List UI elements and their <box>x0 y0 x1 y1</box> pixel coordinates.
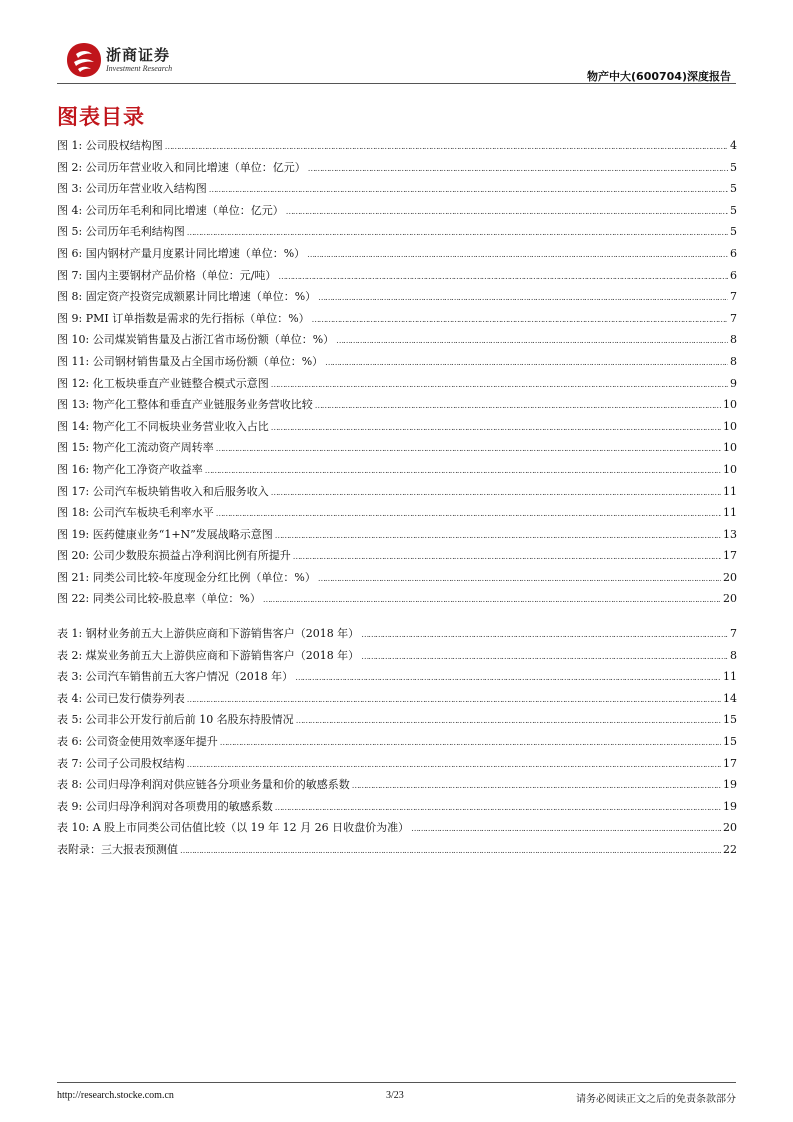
toc-leader-dots <box>308 157 728 180</box>
toc-leader-dots <box>271 416 721 439</box>
toc-entry-page: 20 <box>723 570 737 584</box>
toc-entry[interactable] <box>57 623 737 645</box>
toc-leader-dots <box>325 351 728 374</box>
toc-entry-label: 图 9: PMI 订单指数是需求的先行指标（单位：%） <box>57 311 310 325</box>
toc-leader-dots <box>293 545 721 568</box>
toc-entry-label: 图 5: 公司历年毛利结构图 <box>57 225 185 239</box>
toc-entry[interactable] <box>57 502 737 524</box>
toc-entry-label: 表 9: 公司归母净利润对各项费用的敏感系数 <box>57 799 273 813</box>
toc-entry-label: 图 1: 公司股权结构图 <box>57 139 163 152</box>
toc-entry-page: 7 <box>730 290 737 304</box>
toc-entry-label: 图 21: 同类公司比较-年度现金分红比例（单位：%） <box>57 570 316 584</box>
toc-entry-label: 图 15: 物产化工流动资产周转率 <box>57 441 214 455</box>
toc-leader-dots <box>336 329 728 352</box>
toc-entry-page: 15 <box>723 713 737 727</box>
toc-entry-label: 表 6: 公司资金使用效率逐年提升 <box>57 734 218 748</box>
toc-entry-page: 7 <box>730 311 737 325</box>
toc-entry-page: 4 <box>730 139 737 152</box>
toc-entry[interactable] <box>57 666 737 688</box>
toc-entry[interactable] <box>57 567 737 589</box>
toc-entry-page: 5 <box>730 160 737 174</box>
toc-entry-page: 8 <box>730 354 737 368</box>
toc-entry-label: 图 14: 物产化工不同板块业务营业收入占比 <box>57 419 269 433</box>
toc-entry[interactable] <box>57 753 737 775</box>
toc-leader-dots <box>361 623 728 646</box>
toc-entry-page: 8 <box>730 648 737 662</box>
toc-entry-label: 图 22: 同类公司比较-股息率（单位：%） <box>57 592 261 606</box>
toc-entry[interactable] <box>57 200 737 222</box>
toc-leader-dots <box>361 645 728 668</box>
toc-entry-page: 19 <box>723 778 737 792</box>
toc-entry-label: 表 10: A 股上市同类公司估值比较（以 19 年 12 月 26 日收盘价为准） <box>57 821 410 835</box>
toc-entry[interactable] <box>57 308 737 330</box>
toc-leader-dots <box>187 753 721 776</box>
toc-entry[interactable] <box>57 731 737 753</box>
brand-name-cn: 浙商证券 <box>106 46 171 64</box>
toc-entry-label: 表 3: 公司汽车销售前五大客户情况（2018 年） <box>57 670 294 684</box>
toc-entry-label: 图 18: 公司汽车板块毛利率水平 <box>57 506 214 520</box>
toc-leader-dots <box>278 265 728 288</box>
toc-leader-dots <box>275 796 721 819</box>
toc-entry-label: 图 4: 公司历年毛利和同比增速（单位：亿元） <box>57 203 284 217</box>
toc-entry-page: 10 <box>723 441 737 455</box>
figure-list <box>57 135 737 610</box>
toc-entry[interactable] <box>57 416 737 438</box>
toc-entry-label: 图 17: 公司汽车板块销售收入和后服务收入 <box>57 484 269 498</box>
toc-entry-page: 11 <box>723 506 737 520</box>
toc-leader-dots <box>180 839 721 862</box>
toc-entry[interactable] <box>57 351 737 373</box>
toc-leader-dots <box>187 688 721 711</box>
toc-entry[interactable] <box>57 221 737 243</box>
toc-entry-page: 15 <box>723 734 737 748</box>
toc-entry-page: 20 <box>723 592 737 606</box>
toc-entry[interactable] <box>57 178 737 200</box>
toc-entry-label: 表 8: 公司归母净利润对供应链各分项业务量和价的敏感系数 <box>57 778 350 792</box>
toc-entry-page: 10 <box>723 398 737 412</box>
toc-entry-label: 图 20: 公司少数股东损益占净利润比例有所提升 <box>57 549 291 563</box>
toc-entry-label: 图 10: 公司煤炭销售量及占浙江省市场份额（单位：%） <box>57 333 335 347</box>
report-title: 物产中大(600704)深度报告 <box>587 70 731 83</box>
toc-leader-dots <box>275 524 721 547</box>
toc-leader-dots <box>286 200 728 223</box>
header-divider <box>57 83 736 84</box>
toc-entry[interactable] <box>57 481 737 503</box>
toc-entry-page: 6 <box>730 246 737 260</box>
toc-entry[interactable] <box>57 329 737 351</box>
toc-entry[interactable] <box>57 394 737 416</box>
toc-entry-page: 11 <box>723 670 737 684</box>
toc-leader-dots <box>220 731 721 754</box>
toc-entry-page: 5 <box>730 203 737 217</box>
toc-entry[interactable] <box>57 243 737 265</box>
toc-entry-label: 图 13: 物产化工整体和垂直产业链服务业务营收比较 <box>57 398 313 412</box>
toc-entry[interactable] <box>57 135 737 157</box>
toc-leader-dots <box>165 135 728 158</box>
toc-entry-label: 表 7: 公司子公司股权结构 <box>57 756 185 770</box>
toc-entry-label: 图 8: 固定资产投资完成额累计同比增速（单位：%） <box>57 290 317 304</box>
toc-title: 图表目录 <box>57 105 145 129</box>
toc-leader-dots <box>187 221 728 244</box>
toc-entry-page: 7 <box>730 627 737 640</box>
toc-leader-dots <box>315 394 721 417</box>
table-list <box>57 623 737 861</box>
toc-entry-label: 图 2: 公司历年营业收入和同比增速（单位：亿元） <box>57 160 306 174</box>
toc-entry-page: 10 <box>723 419 737 433</box>
toc-leader-dots <box>312 308 728 331</box>
toc-entry-label: 图 6: 国内钢材产量月度累计同比增速（单位：%） <box>57 246 306 260</box>
toc-entry-label: 表 2: 煤炭业务前五大上游供应商和下游销售客户（2018 年） <box>57 648 360 662</box>
toc-leader-dots <box>307 243 728 266</box>
toc-entry-label: 图 3: 公司历年营业收入结构图 <box>57 182 207 196</box>
page-number: 3/23 <box>386 1090 404 1101</box>
toc-entry-label: 图 19: 医药健康业务“1+N”发展战略示意图 <box>57 527 273 541</box>
toc-entry-page: 10 <box>723 462 737 476</box>
toc-leader-dots <box>209 178 728 201</box>
toc-entry-page: 17 <box>723 549 737 563</box>
toc-entry[interactable] <box>57 709 737 731</box>
toc-entry[interactable] <box>57 839 737 861</box>
toc-leader-dots <box>295 666 721 689</box>
toc-leader-dots <box>263 588 721 611</box>
toc-entry-label: 图 7: 国内主要钢材产品价格（单位：元/吨） <box>57 268 277 282</box>
toc-entry-label: 图 12: 化工板块垂直产业链整合模式示意图 <box>57 376 269 390</box>
footer-divider <box>57 1082 736 1083</box>
toc-leader-dots <box>216 502 721 525</box>
toc-entry-page: 19 <box>723 799 737 813</box>
footer-disclaimer: 请务必阅读正文之后的免责条款部分 <box>576 1094 736 1105</box>
toc-entry-page: 6 <box>730 268 737 282</box>
toc-entry-page: 11 <box>723 484 737 498</box>
toc-leader-dots <box>411 817 721 840</box>
brand-name-en: Investment Research <box>106 64 173 73</box>
toc-entry[interactable] <box>57 774 737 796</box>
zheshang-logo-icon <box>64 40 104 80</box>
toc-entry-label: 表 1: 钢材业务前五大上游供应商和下游销售客户（2018 年） <box>57 627 360 640</box>
toc-leader-dots <box>296 709 721 732</box>
toc-entry-page: 8 <box>730 333 737 347</box>
toc-entry-page: 5 <box>730 225 737 239</box>
toc-entry-label: 表 4: 公司已发行债券列表 <box>57 691 185 705</box>
toc-entry[interactable] <box>57 459 737 481</box>
toc-entry-page: 5 <box>730 182 737 196</box>
toc-entry[interactable] <box>57 545 737 567</box>
toc-entry[interactable] <box>57 437 737 459</box>
toc-leader-dots <box>318 567 721 590</box>
footer-url-link[interactable]: http://research.stocke.com.cn <box>57 1090 174 1101</box>
toc-entry[interactable] <box>57 645 737 667</box>
toc-entry-page: 9 <box>730 376 737 390</box>
toc-leader-dots <box>216 437 721 460</box>
toc-entry[interactable] <box>57 688 737 710</box>
toc-leader-dots <box>271 373 728 396</box>
toc-entry[interactable] <box>57 524 737 546</box>
toc-entry-label: 图 11: 公司钢材销售量及占全国市场份额（单位：%） <box>57 354 324 368</box>
toc-leader-dots <box>318 286 728 309</box>
toc-entry-page: 20 <box>723 821 737 835</box>
toc-leader-dots <box>352 774 721 797</box>
toc-leader-dots <box>271 481 721 504</box>
toc-entry[interactable] <box>57 796 737 818</box>
toc-entry[interactable] <box>57 588 737 610</box>
toc-entry[interactable] <box>57 373 737 395</box>
toc-entry-page: 17 <box>723 756 737 770</box>
toc-entry-page: 13 <box>723 527 737 541</box>
toc-leader-dots <box>205 459 721 482</box>
toc-entry-page: 22 <box>723 842 737 856</box>
toc-entry[interactable] <box>57 157 737 179</box>
toc-entry[interactable] <box>57 286 737 308</box>
toc-entry-label: 图 16: 物产化工净资产收益率 <box>57 462 203 476</box>
toc-entry[interactable] <box>57 817 737 839</box>
toc-entry-label: 表附录：三大报表预测值 <box>57 842 178 856</box>
toc-entry-label: 表 5: 公司非公开发行前后前 10 名股东持股情况 <box>57 713 294 727</box>
toc-entry[interactable] <box>57 265 737 287</box>
toc-entry-page: 14 <box>723 691 737 705</box>
